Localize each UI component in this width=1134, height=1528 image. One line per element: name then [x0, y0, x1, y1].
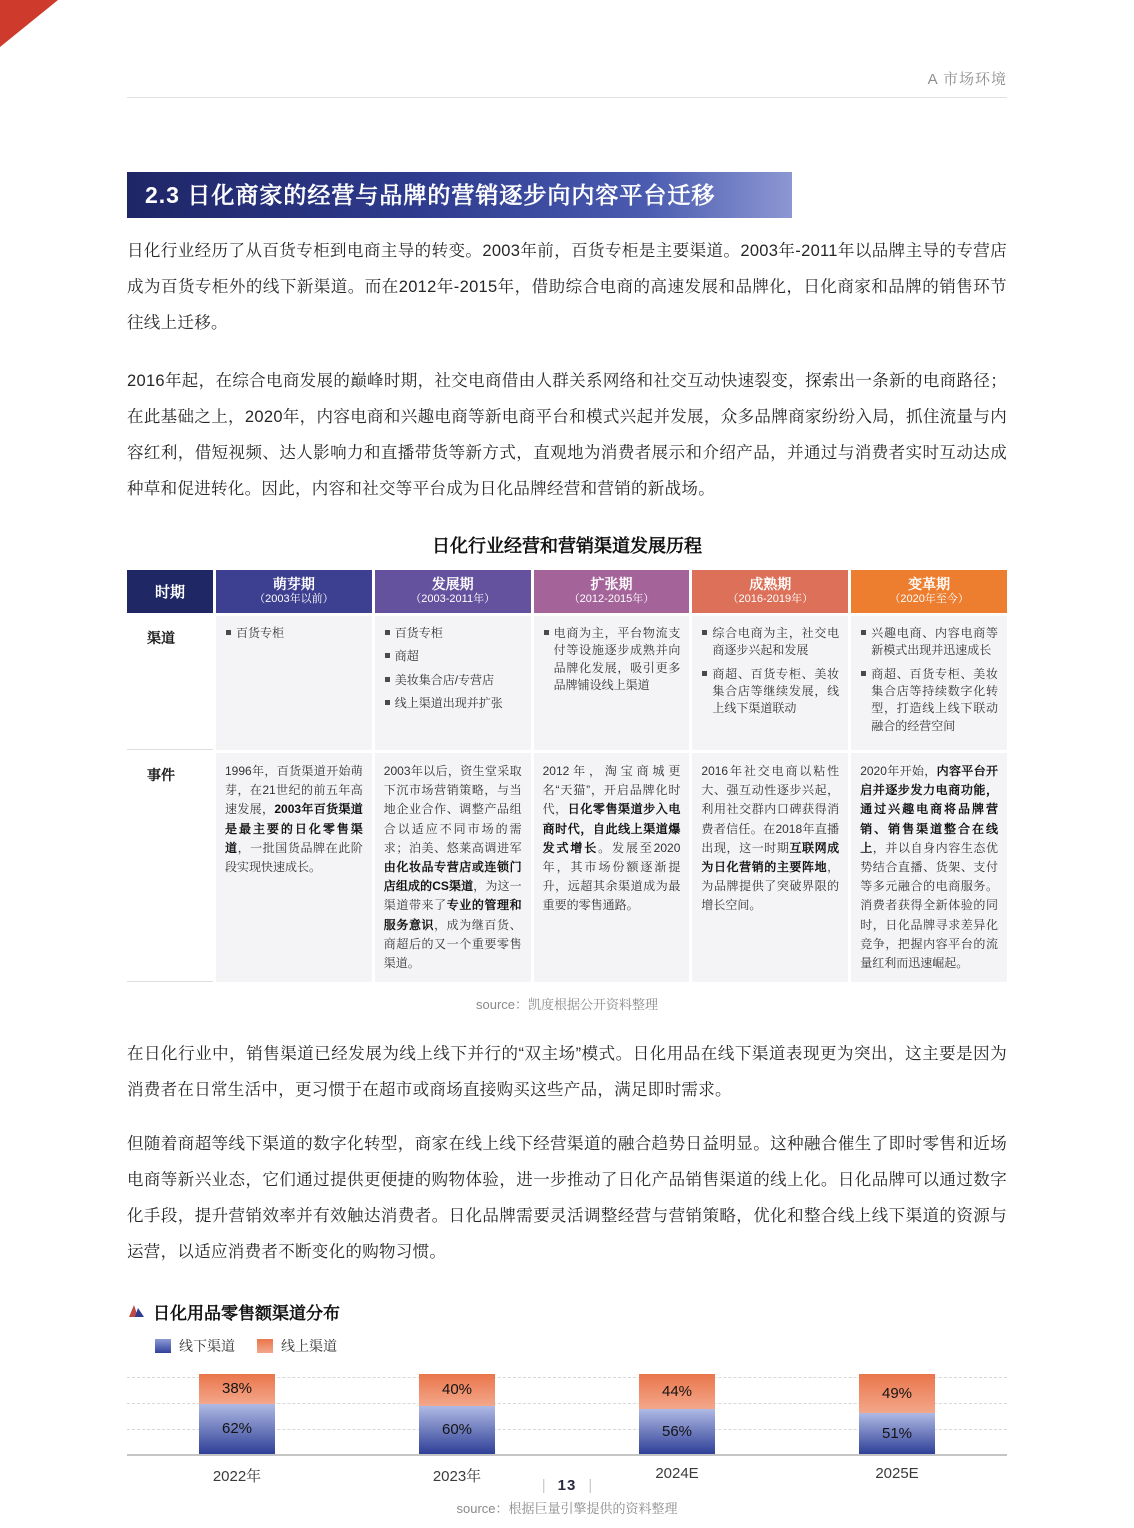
bold-text: 2003年百货渠道是最主要的日化零售渠道: [225, 802, 363, 855]
channels-cell-3: [692, 616, 848, 750]
period-header-3: [692, 570, 848, 613]
bar-group: [859, 1374, 935, 1454]
x-axis-label: 2024E: [655, 1464, 699, 1482]
bullet-list: [860, 625, 998, 735]
x-axis-label: 2022年: [212, 1467, 262, 1485]
period-name: 扩张期: [590, 575, 633, 592]
channels-cell-1: [375, 616, 531, 750]
legend-label-offline: 线下渠道: [179, 1337, 235, 1354]
legend-label-online: 线上渠道: [281, 1337, 337, 1354]
bullet-item: 电商为主，平台物流支付等设施逐步成熟并向品牌化发展，吸引更多品牌铺设线上渠道: [543, 625, 681, 695]
table-source: source：凯度根据公开资料整理: [475, 997, 659, 1013]
bold-text: 互联网成为日化营销的主要阵地: [701, 840, 840, 874]
chart-source: source：根据巨量引擎提供的资料整理: [456, 1500, 678, 1516]
text: 2012年，淘宝商城更名“天猫”，开启品牌化时代，: [542, 764, 681, 817]
text: ，成为继百货、商超后的又一个重要零售渠道。: [383, 917, 522, 970]
bold-text: 由化妆品专营店或连锁门店组成的CS渠道: [383, 860, 522, 894]
event-text: [225, 762, 363, 877]
chart-legend: [155, 1336, 1007, 1356]
event-text: [860, 762, 998, 973]
event-text: [701, 762, 839, 916]
period-name: 萌芽期: [272, 575, 315, 592]
seg-online: 49%: [859, 1374, 935, 1413]
bullet-item: 商超、百货专柜、美妆集合店等继续发展，线上线下渠道联动: [701, 666, 839, 718]
bold-text: 日化零售渠道步入电商时代，自此线上渠道爆发式增长: [542, 802, 681, 855]
text: 2003年以后，资生堂采取下沉市场营销策略，与当地企业合作、调整产品组合以适应不同市场的需求；泊美、悠莱高调进军: [383, 764, 522, 855]
paragraph-2: 2016年起，在综合电商发展的巅峰时期，社交电商借由人群关系网络和社交互动快速裂变，探索出一条新的电商路径；在此基础之上，2020年，内容电商和兴趣电商等新电商平台和模式兴起并发展，众多品牌商家纷纷入局，抓住流量与内容红利，借短视频、达人影响力和直播带货等新方式，直观地为消费者展示和介绍产品，并通过与消费者实时互动达成种草和促进转化。因此，内容和社交等平台成为日化品牌经营和营销的新战场。: [127, 371, 1007, 498]
period-header-4: [851, 570, 1007, 613]
period-years: （2016-2019年）: [727, 592, 814, 605]
period-years: （2012-2015年）: [568, 592, 655, 605]
text: ，为品牌提供了突破界限的增长空间。: [701, 860, 840, 913]
footer-bar-right: |: [588, 1477, 593, 1494]
bullet-list: [384, 625, 522, 713]
bars-row: [127, 1374, 1007, 1454]
bullet-item: 线上渠道出现并扩张: [384, 695, 522, 712]
events-cell-4: [851, 753, 1007, 982]
bullet-list: [701, 625, 839, 718]
chart-title: 日化用品零售额渠道分布: [153, 1303, 340, 1323]
legend-swatch-online: [257, 1339, 273, 1353]
chart-plot-area: [127, 1372, 1007, 1456]
events-cell-1: [375, 753, 531, 982]
events-cell-3: [692, 753, 848, 982]
channels-cell-2: [534, 616, 690, 750]
period-name: 变革期: [908, 575, 951, 592]
period-years: （2003-2011年）: [410, 592, 496, 605]
bar-group: [639, 1374, 715, 1454]
text: ，一批国货品牌在此阶段实现快速成长。: [225, 840, 363, 874]
table-corner-header: 时期: [127, 570, 213, 613]
bullet-item: 商超: [384, 648, 522, 665]
channels-cell-4: [851, 616, 1007, 750]
bullet-item: 商超、百货专柜、美妆集合店等持续数字化转型，打造线上线下联动融合的经营空间: [860, 666, 998, 736]
x-axis-label: 2023年: [432, 1467, 482, 1485]
diamond-chart-icon: [127, 1304, 145, 1319]
seg-offline: 51%: [859, 1413, 935, 1454]
seg-offline: 56%: [639, 1409, 715, 1454]
period-name: 发展期: [431, 575, 474, 592]
text: 2020年开始，: [860, 764, 937, 779]
paragraph-4: 但随着商超等线下渠道的数字化转型，商家在线上线下经营渠道的融合趋势日益明显。这种融合催生了即时零售和近场电商等新兴业态，它们通过提供更便捷的购物体验，进一步推动了日化产品销售渠道的线上化。日化品牌可以通过数字化手段，提升营销效率并有效触达消费者。日化品牌需要灵活调整经营与营销策略，优化和整合线上线下渠道的资源与运营，以适应消费者不断变化的购物习惯。: [127, 1135, 1007, 1261]
event-text: [384, 762, 522, 973]
period-years: （2020年至今）: [889, 592, 969, 605]
bar-group: [419, 1374, 495, 1454]
section-title-bar: [127, 172, 792, 218]
bold-text: 内容平台开启并逐步发力电商功能，通过兴趣电商将品牌营销、销售渠道整合在线上: [860, 764, 998, 855]
header-divider: [127, 97, 1007, 98]
page-number: 13: [557, 1477, 577, 1494]
text: ，并以自身内容生态优势结合直播、货架、支付等多元融合的电商服务。消费者获得全新体验的同时，日化品牌寻求差异化竞争，把握内容平台的流量红利而迅速崛起。: [860, 840, 998, 970]
period-header-2: [534, 570, 690, 613]
footer-bar-left: |: [541, 1477, 546, 1494]
period-header-0: [216, 570, 372, 613]
bullet-item: 百货专柜: [225, 625, 363, 642]
bullet-item: 百货专柜: [384, 625, 522, 642]
page-footer: [0, 1477, 1134, 1494]
row-label-events: 事件: [127, 753, 213, 982]
period-name: 成熟期: [749, 575, 792, 592]
seg-online: 40%: [419, 1374, 495, 1406]
bullet-list: [543, 625, 681, 695]
chart-header: [127, 1299, 1007, 1324]
events-cell-2: [534, 753, 690, 982]
paragraph-3: 在日化行业中，销售渠道已经发展为线上线下并行的“双主场”模式。日化用品在线下渠道表现更为突出，这主要是因为消费者在日常生活中，更习惯于在超市或商场直接购买这些产品，满足即时需求。: [127, 1045, 1007, 1100]
bullet-list: [225, 625, 363, 642]
period-header-1: [375, 570, 531, 613]
text: ，为这一渠道带来了: [383, 879, 522, 913]
x-axis-label: 2025E: [875, 1464, 919, 1482]
bullet-item: 美妆集合店/专营店: [384, 672, 522, 689]
text: 2016年社交电商以粘性大、强互动性逐步兴起，利用社交群内口碑获得消费者信任。在2018年直播出现，这一时期: [701, 764, 840, 855]
bar-group: [199, 1374, 275, 1454]
seg-offline: 62%: [199, 1404, 275, 1454]
stacked-bar-chart: [127, 1372, 1007, 1486]
table-title: 日化行业经营和营销渠道发展历程: [432, 535, 702, 556]
event-text: [543, 762, 681, 916]
text: 1996年，百货渠道开始萌芽，在21世纪的前五年高速发展，: [225, 764, 363, 817]
period-years: （2003年以前）: [254, 592, 334, 605]
header-section-label: A 市场环境: [927, 71, 1007, 88]
text: 。发展至2020年，其市场份额逐渐提升，远超其余渠道成为最重要的零售通路。: [542, 840, 681, 913]
page-header: [928, 68, 1007, 89]
events-cell-0: [216, 753, 372, 982]
bullet-item: 兴趣电商、内容电商等新模式出现并迅速成长: [860, 625, 998, 660]
bullet-item: 综合电商为主，社交电商逐步兴起和发展: [701, 625, 839, 660]
channel-development-table: [127, 570, 1007, 982]
bold-text: 专业的管理和服务意识: [383, 898, 522, 932]
seg-online: 38%: [199, 1374, 275, 1404]
seg-online: 44%: [639, 1374, 715, 1409]
row-label-channels: 渠道: [127, 616, 213, 750]
seg-offline: 60%: [419, 1406, 495, 1454]
paragraph-1: 日化行业经历了从百货专柜到电商主导的转变。2003年前，百货专柜是主要渠道。2003年-2011年以品牌主导的专营店成为百货专柜外的线下新渠道。而在2012年-2015年，借助综合电商的高速发展和品牌化，日化商家和品牌的销售环节往线上迁移。: [127, 242, 1007, 332]
channels-cell-0: [216, 616, 372, 750]
section-title: 2.3 日化商家的经营与品牌的营销逐步向内容平台迁移: [145, 182, 716, 208]
legend-swatch-offline: [155, 1339, 171, 1353]
